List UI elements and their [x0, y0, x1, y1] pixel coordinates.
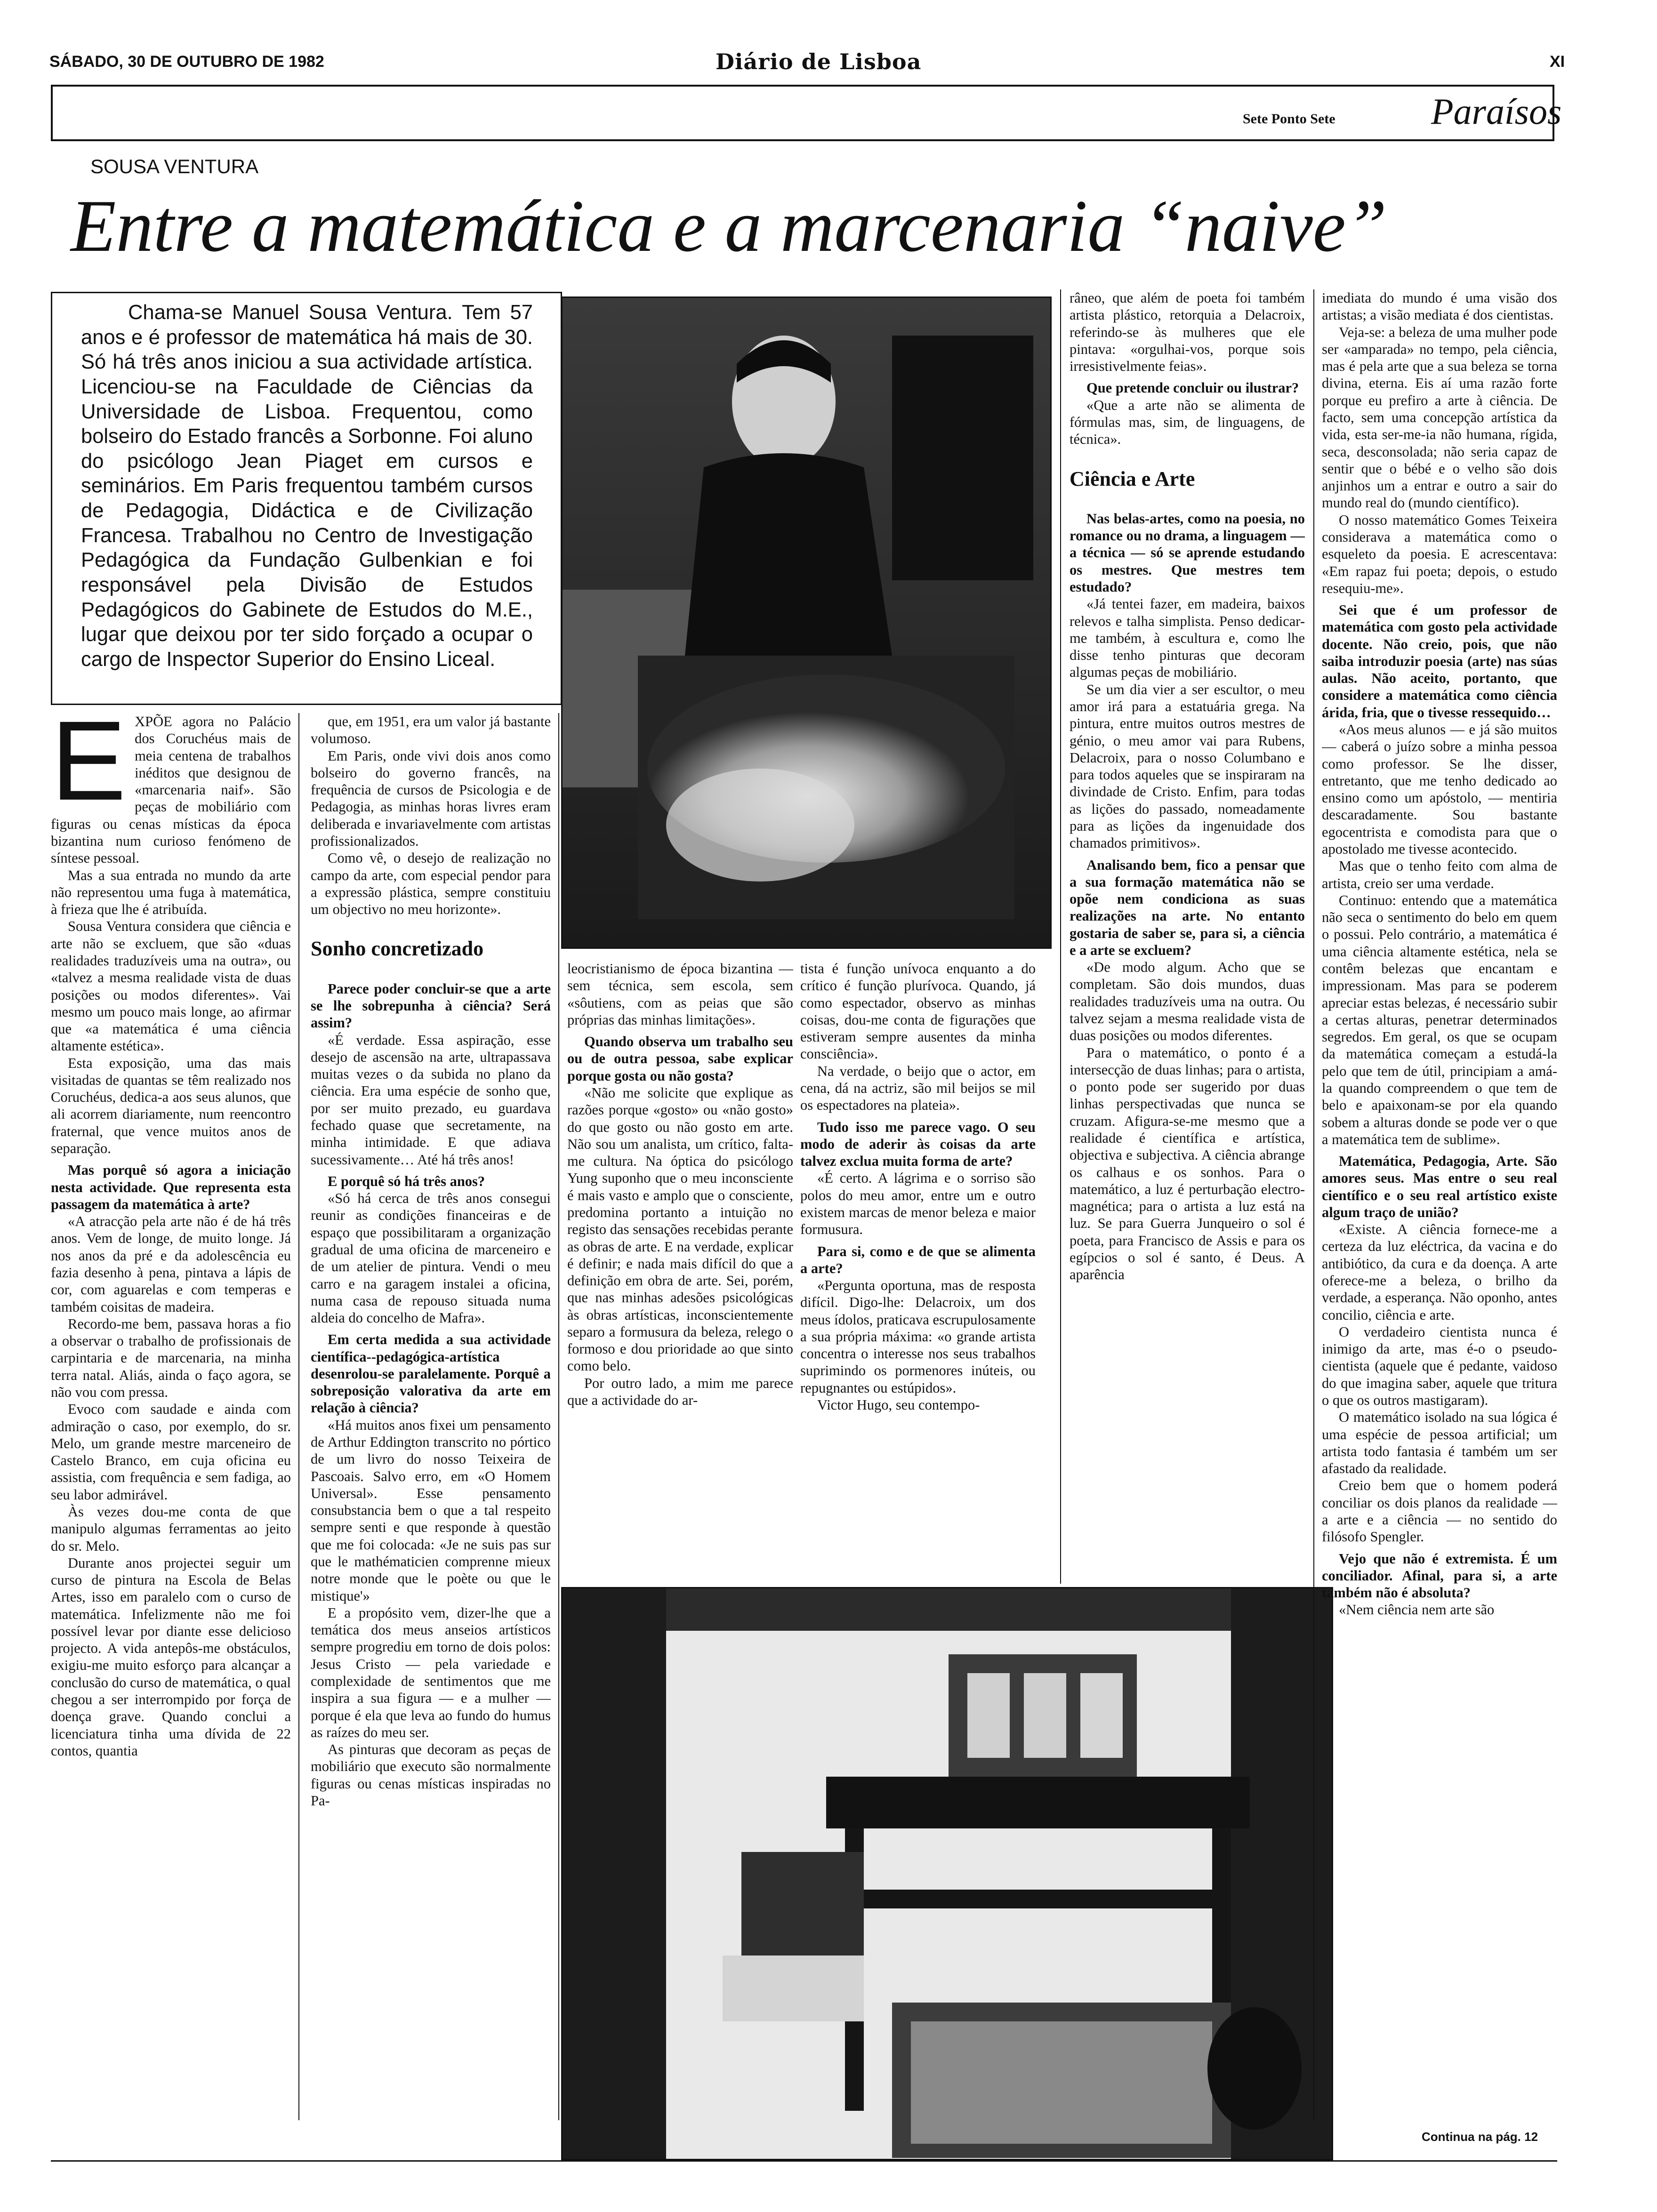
newspaper-title: Diário de Lisboa [716, 49, 922, 74]
paragraph: Em Paris, onde vivi dois anos como bolseiro do governo francês, na frequência de cursos de Psicologia e de Pedagogia, as minhas horas livres eram deliberada e invariavelmente com artistas profissionalizados. [311, 747, 551, 849]
paragraph: «A atracção pela arte não é de há três anos. Vem de longe, de muito longe. Já nos anos da pré e da adolescência eu fazia desenho à pena, pintava a lápis de cor, com aguarelas e com temperas e também coisitas de madeira. [51, 1213, 291, 1315]
photo-furniture-image [563, 1588, 1332, 2159]
paragraph: Durante anos projectei seguir um curso de pintura na Escola de Belas Artes, isso em paralelo com o curso de matemática. Infelizmente não me foi possível levar por diante esse delicioso projecto. A vida antepôs-me obstáculos, exigiu-me muito esforço para alcançar a conclusão do curso de matemática, o qual chegou a ser interrompido por força de doença grave. Quando conclui a licenciatura tinha uma dívida de 22 contos, quantia [51, 1555, 291, 1759]
paragraph: imediata do mundo é uma visão dos artistas; a visão mediata é dos cientistas. [1322, 290, 1557, 323]
interview-question: Em certa medida a sua actividade científica--pedagógica-artística desenrolou-se paralelamente. Porquê a sobreposição valorativa da arte em relação à ciência? [311, 1331, 551, 1416]
paragraph: Sousa Ventura considera que ciência e arte não se excluem, que são «duas realidades traduzíveis uma na outra», ou «talvez a mesma realidade vista de duas posições ou modos diferentes». Vai mesmo um pouco mais longe, ao afirmar que «a matemática é uma ciência altamente estética». [51, 918, 291, 1054]
article-column-6 [1322, 289, 1557, 2120]
article-headline: Entre a matemática e a marcenaria “naive” [71, 185, 1387, 267]
dropcap: E [51, 713, 127, 824]
article-column-2 [311, 713, 551, 2118]
interview-question: Nas belas-artes, como na poesia, no romance ou no drama, a linguagem — a técnica — só se aprende estudando os mestres. Que mestres tem estudado? [1070, 510, 1305, 595]
article-author: SOUSA VENTURA [90, 155, 259, 177]
paragraph: Mas a sua entrada no mundo da arte não representou uma fuga à matemática, à frieza que lhe é atribuída. [51, 867, 291, 918]
paragraph: Veja-se: a beleza de uma mulher pode ser «amparada» no tempo, pela ciência, mas é pela arte que a sua beleza se torna divina, eterna. Eis aí uma razão forte porque eu prefiro a arte à ciência. De facto, sem uma concepção artística da vida, esta ser-me-ia não humana, rígida, seca, desconsolada; não seria capaz de sentir que o bébé e o velho são dois anjinhos um a entrar e outro a sair do mundo real do (mundo científico). [1322, 324, 1557, 511]
column-divider [298, 713, 299, 2120]
paragraph: E a propósito vem, dizer-lhe que a temática dos meus anseios artísticos sempre progrediu em torno de dois polos: Jesus Cristo — pela variedade e complexidade de sentimentos que me inspira a sua figura — e a mulher — porque é ela que leva ao fundo do humus as raízes do meu ser. [311, 1604, 551, 1740]
article-column-1 [51, 713, 291, 2118]
interview-question: Matemática, Pedagogia, Arte. São amores seus. Mas entre o seu real científico e o seu real artístico existe algum traço de união? [1322, 1153, 1557, 1220]
paragraph: «Existe. A ciência fornece-me a certeza da luz eléctrica, da vacina e do antibiótico, da cura e da doença. A arte oferece-me a beleza, o brilho da verdade, a esperança. Não oponho, antes concilio, ciência e arte. [1322, 1221, 1557, 1323]
paragraph: Como vê, o desejo de realização no campo da arte, com especial pendor para a expressão plástica, sempre constituiu um objectivo no meu horizonte». [311, 850, 551, 918]
paragraph: «Não me solicite que explique as razões porque «gosto» ou «não gosto» do que gosto ou não gosto em arte. Não sou um analista, um crítico, falta-me cultura. Na óptica do psicólogo Yung suponho que o meu inconsciente é mais vasto e amplo que o consciente, predomina portanto a intuição no registo das sensações recebidas perante as obras de arte. E na verdade, explicar é definir; e nada mais difícil do que a definição em obra de arte. Sei, porém, que nas minhas adesões psicológicas às obras artísticas, inconscientemente separo a formusura da beleza, relego o formoso e dou prioridade ao que sinto como belo. [567, 1084, 793, 1374]
interview-question: Parece poder concluir-se que a arte se lhe sobrepunha à ciência? Será assim? [311, 980, 551, 1031]
paragraph: Recordo-me bem, passava horas a fio a observar o trabalho de profissionais de carpintaria e de marcenaria, na minha terra natal. Aliás, ainda o faço agora, se não vou com pressa. [51, 1315, 291, 1400]
paragraph: «Aos meus alunos — e já são muitos — caberá o juízo sobre a minha pessoa como professor. Se lhe disser, entretanto, que me tenho dedicado ao ensino como um apóstolo, — mentiria descaradamente. Sou bastante egocentrista e comodista para que o apostolado me tivesse acontecido. [1322, 721, 1557, 857]
photo-furniture [561, 1587, 1333, 2160]
subheading: Sonho concretizado [311, 937, 484, 961]
paragraph: leocristianismo de época bizantina — sem técnica, sem escola, sem «sôutiens, com as peias que são próprias das minhas limitações». [567, 961, 793, 1028]
paragraph: Por outro lado, a mim me parece que a actividade do ar- [567, 1375, 793, 1409]
paragraph: Às vezes dou-me conta de que manipulo algumas ferramentas ao jeito do sr. Melo. [51, 1503, 291, 1554]
paragraph: «De modo algum. Acho que se completam. São dois mundos, duas realidades traduzíveis uma na outra. Ou talvez sejam a mesma realidade vista de duas posições ou modos diferentes. [1070, 959, 1305, 1044]
paragraph: tista é função unívoca enquanto a do crítico é função plurívoca. Quando, já como espectador, observo as minhas coisas, dou-me conta de figurações que estiveram sempre ausentes da minha consciência». [800, 961, 1036, 1062]
paragraph: Victor Hugo, seu contempo- [817, 1397, 980, 1413]
column-1-body [51, 713, 291, 1759]
column-2-body [311, 713, 551, 1809]
page-number: XI [1550, 53, 1565, 71]
paragraph: XPÕE agora no Palácio dos Coruchéus mais de meia centena de trabalhos inéditos que designou de «marcenaria naif». São peças de mobiliário com figuras ou cenas místicas da época bizantina num curioso fenómeno de síntese pessoal. [51, 713, 291, 866]
paragraph: O verdadeiro cientista nunca é inimigo da arte, mas é-o o pseudo-cientista (aquele que é pedante, vaidoso do que imagina saber, aquele que tritura o que os outros mastigaram). [1322, 1323, 1557, 1408]
interview-question: Sei que é um professor de matemática com gosto pela actividade docente. Não creio, pois, que não saiba introduzir poesia (arte) nas súas aulas. Não aceito, portanto, que considere a matemática como ciência árida, fria, que o tivesse ressequido… [1322, 602, 1557, 721]
interview-question: E porquê só há três anos? [328, 1173, 485, 1189]
photo-artist-portrait-image [563, 298, 1050, 947]
column-divider [1060, 289, 1061, 1584]
interview-question: Que pretende concluir ou ilustrar? [1086, 380, 1299, 396]
paragraph: «Que a arte não se alimenta de fórmulas mas, sim, de linguagens, de técnica». [1070, 397, 1305, 448]
bottom-rule [51, 2160, 1557, 2162]
paragraph: «Só há cerca de três anos consegui reunir as condições financeiras e de espaço que possibilitaram a organização gradual de uma oficina de marceneiro e de um atelier de pintura. Vendi o meu carro e na garagem instalei a oficina, numa casa de repouso situada numa aldeia do concelho de Mafra». [311, 1190, 551, 1326]
paragraph: O matemático isolado na sua lógica é uma espécie de pessoa artificial; um artista todo fantasia é também um ser afastado da realidade. [1322, 1409, 1557, 1477]
paragraph: Se um dia vier a ser escultor, o meu amor irá para a estatuária grega. Na pintura, entre muitos outros mestres de génio, o meu amor vai para Rubens, Delacroix, para o nosso Columbano e para todos aqueles que se inspiraram na divindade de Cristo. Enfim, para todas as lições do passado, nomeadamente para as lições da ingenuidade dos chamados primitivos». [1070, 681, 1305, 851]
lead-paragraph [81, 300, 533, 672]
column-6-body [1322, 289, 1557, 1619]
paragraph: Mas que o tenho feito com alma de artista, creio ser uma verdade. [1322, 858, 1557, 891]
column-divider [558, 713, 559, 2120]
paragraph: «É certo. A lágrima e o sorriso são polos do meu amor, entre um e outro existem marcas de menor beleza e maior formusura. [800, 1170, 1036, 1238]
paragraph: «É verdade. Essa aspiração, esse desejo de ascensão na arte, ultrapassava muitas vezes o da subida no plano da ciência. Era uma espécie de sonho que, por ser muito prezado, eu guardava fechado quase que secretamente, na minha intimidade. E que adiava sucessivamente… Até há três anos! [311, 1032, 551, 1168]
interview-question: Quando observa um trabalho seu ou de outra pessoa, sabe explicar porque gosta ou não gosta? [567, 1034, 793, 1084]
interview-question: Mas porquê só agora a iniciação nesta actividade. Que representa esta passagem da matemática à arte? [51, 1162, 291, 1212]
paragraph: «Pergunta oportuna, mas de resposta difícil. Digo-lhe: Delacroix, um dos meus ídolos, praticava escrupulosamente a sua própria máxima: «o grande artista concentra o interesse nos seus trabalhos suprimindo os pormenores inúteis, ou repugnantes ou estúpidos». [800, 1277, 1036, 1396]
paragraph: que, em 1951, era um valor já bastante volumoso. [311, 713, 551, 747]
paragraph: râneo, que além de poeta foi também artista plástico, retorquia a Delacroix, referindo-se às mulheres que ele pintava: «orgulhai-vos, porque sois irresistivelmente feias». [1070, 290, 1305, 375]
column-divider [1313, 289, 1314, 2120]
article-column-3 [567, 960, 793, 1581]
interview-question: Vejo que não é extremista. É um conciliador. Afinal, para si, a arte também não é absoluta? [1322, 1550, 1557, 1601]
lead-text: Chama-se Manuel Sousa Ventura. Tem 57 anos e é professor de matemática há mais de 30. Só há três anos iniciou a sua actividade artística. Licenciou-se na Faculdade de Ciências da Universidade de Lisboa. Frequentou, como bolseiro do Estado francês a Sorbonne. Foi aluno do psicólogo Jean Piaget em cursos e seminários. Em Paris frequentou também cursos de Pedagogia, Didáctica e de Civilização Francesa. Trabalhou no Centro de Investigação Pedagógica da Fundação Gulbenkian e foi responsável pela Divisão de Estudos Pedagógicos do Gabinete de Estudos do M.E., lugar que deixou por ter sido forçado a ocupar o cargo de Inspector Superior do Ensino Liceal. [81, 301, 533, 671]
subheading: Ciência e Arte [1070, 467, 1195, 490]
column-4-body [800, 960, 1036, 1413]
article-column-4 [800, 960, 1036, 1581]
paragraph: Continuo: entendo que a matemática não seca o sentimento do belo em quem o possui. Pelo contrário, a matemática é uma ciência altamente estética, nela se contêm belezas que encantam e impressionam. Mas para se poderem apreciar estas belezas, é necessário subir a certas alturas, penetrar determinados segredos. Em geral, os que se ocupam da matemática começam a estudá-la pelo que tem de útil, principiam a amá-la quando compreendem o que tem de belo e apaixonam-se por ela quando sobem a alturas donde se pode ver o que a matemática tem de sublime». [1322, 892, 1557, 1147]
section-label: Sete Ponto Sete [1243, 111, 1335, 127]
column-3-body [567, 960, 793, 1409]
continues-note: Continua na pág. 12 [1422, 2130, 1538, 2144]
paragraph: «Nem ciência nem arte são [1339, 1602, 1495, 1618]
masthead-date: SÁBADO, 30 DE OUTUBRO DE 1982 [49, 53, 324, 71]
paragraph: «Há muitos anos fixei um pensamento de Arthur Eddington transcrito no pórtico de um livro do nosso Teixeira de Pascoais. Salvo erro, em «O Homem Universal». Esse pensamento consubstancia bem o que a tal respeito sempre senti e que responde à questão que me foi colocada: «Je ne suis pas sur que le mathématicien comprenne mieux notre monde que le poète ou que le mistique'» [311, 1417, 551, 1604]
paragraph: Creio bem que o homem poderá conciliar os dois planos da realidade — a arte e a ciência — no sentido do filósofo Spengler. [1322, 1477, 1557, 1545]
column-5-body [1070, 289, 1305, 1283]
paragraph: Para o matemático, o ponto é a intersecção de duas linhas; para o artista, o ponto pode ser sugerido por duas linhas perspectivadas que nunca se cruzam. Afigura-se-me mesmo que a realidade é científica e artística, objectiva e subjectiva. A ciência abrange os calhaus e os sonhos. Para o matemático, a luz é perturbação electro-magnética; para o artista a luz está na luz. Se para Guerra Junqueiro o sol é poeta, para Francisco de Assis e para os egípcios o sol é santo, é Deus. A aparência [1070, 1044, 1305, 1283]
paragraph: Na verdade, o beijo que o actor, em cena, dá na actriz, são mil beijos se mil os espectadores na plateia». [800, 1063, 1036, 1114]
paragraph: Evoco com saudade e ainda com admiração o caso, por exemplo, do sr. Melo, um grande mestre marceneiro de Castelo Branco, em cuja oficina eu assistia, com frequência e sem fadiga, ao seu labor admirável. [51, 1401, 291, 1503]
section-title: Paraísos [1431, 91, 1562, 132]
paragraph: «Já tentei fazer, em madeira, baixos relevos e talha simplista. Penso dedicar-me também, à escultura e, como lhe disse tenho pinturas que decoram algumas peças de mobiliário. [1070, 596, 1305, 681]
paragraph: As pinturas que decoram as peças de mobiliário que executo são normalmente figuras ou cenas místicas inspiradas no Pa- [311, 1741, 551, 1809]
paragraph: O nosso matemático Gomes Teixeira considerava a matemática como o esqueleto da poesia. E acrescentava: «Em rapaz fui poeta; depois, o estudo resequiu-me». [1322, 512, 1557, 596]
article-column-5 [1070, 289, 1305, 1581]
photo-artist-portrait [561, 297, 1052, 949]
interview-question: Para si, como e de que se alimenta a arte? [800, 1243, 1036, 1276]
interview-question: Tudo isso me parece vago. O seu modo de aderir às coisas da arte talvez exclua muita forma de arte? [800, 1119, 1036, 1170]
paragraph: Esta exposição, uma das mais visitadas de quantas se têm realizado nos Coruchéus, dedica-a aos seus alunos, que ali acorrem diariamente, num reencontro fraternal, que vence muitos anos de separação. [51, 1055, 291, 1157]
interview-question: Analisando bem, fico a pensar que a sua formação matemática não se opõe nem condiciona as suas realizações na arte. No entanto gostaria de saber se, para si, a ciência e a arte se excluem? [1070, 857, 1305, 958]
